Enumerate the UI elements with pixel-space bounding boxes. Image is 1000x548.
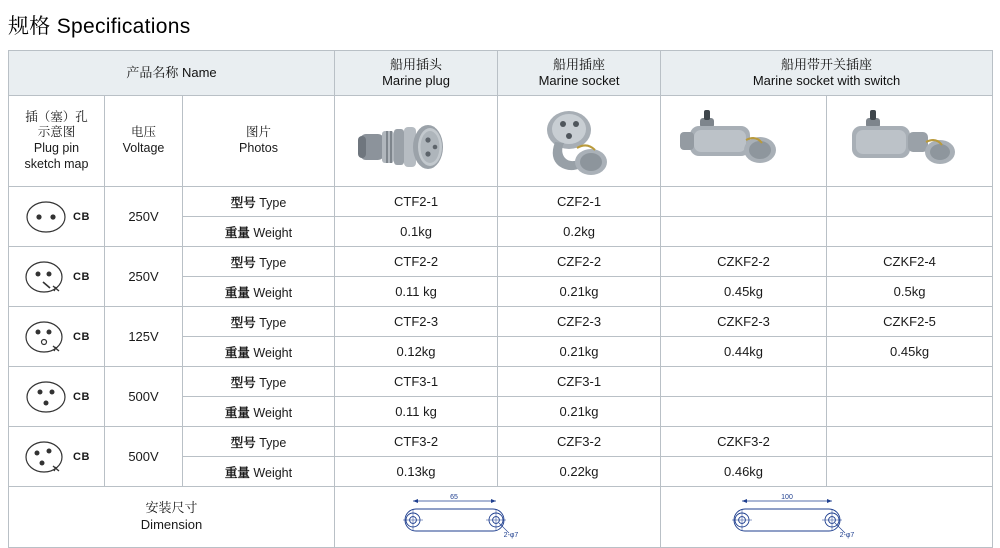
cb-label: CB bbox=[73, 390, 90, 403]
subheader-pin-en2: sketch map bbox=[24, 156, 89, 171]
type-row-0-col-1: CZF2-1 bbox=[498, 187, 661, 217]
subheader-photos bbox=[183, 96, 335, 187]
plug-pin-icon-2-earth-b bbox=[23, 317, 69, 357]
pin-sketch-row-0 bbox=[9, 187, 105, 247]
header-group-en: Marine plug bbox=[382, 73, 450, 88]
plug-pin-icon-2-round bbox=[23, 197, 69, 237]
type-row-4-col-0: CTF3-2 bbox=[335, 427, 498, 457]
weight-row-4-col-0: 0.13kg bbox=[335, 457, 498, 487]
cb-label: CB bbox=[73, 210, 90, 223]
photo-marine-socket bbox=[498, 96, 661, 187]
voltage-row-1: 250V bbox=[105, 247, 183, 307]
weight-row-1-col-0: 0.11 kg bbox=[335, 277, 498, 307]
marine-plug-image bbox=[338, 98, 501, 184]
photo-marine-socket-switch-2 bbox=[827, 96, 993, 187]
subheader-pin-en1: Plug pin bbox=[33, 141, 80, 155]
weight-row-2-col-0: 0.12kg bbox=[335, 337, 498, 367]
type-row-2-col-2: CZKF2-3 bbox=[661, 307, 827, 337]
subheader-pin-cn1: 插（塞）孔 bbox=[25, 109, 88, 124]
svg-text:2-φ7: 2-φ7 bbox=[503, 532, 519, 539]
marine-socket-switch-image-2 bbox=[830, 98, 996, 184]
marine-socket-switch-image-1 bbox=[664, 98, 830, 184]
label-type-en: Type bbox=[259, 375, 287, 390]
label-type-cn: 型号 bbox=[230, 255, 256, 270]
subheader-plug-pin bbox=[9, 96, 105, 187]
label-weight-en: Weight bbox=[253, 405, 293, 420]
type-row-1-col-1: CZF2-2 bbox=[498, 247, 661, 277]
svg-text:100: 100 bbox=[781, 494, 793, 501]
dimension-row bbox=[9, 487, 993, 548]
cb-label: CB bbox=[73, 330, 90, 343]
voltage-row-2: 125V bbox=[105, 307, 183, 367]
label-weight-en: Weight bbox=[253, 345, 293, 360]
weight-row-1-col-1: 0.21kg bbox=[498, 277, 661, 307]
type-row-4-col-3 bbox=[827, 427, 993, 457]
page-title: 规格 Specifications bbox=[8, 15, 191, 38]
pin-sketch-row-1 bbox=[9, 247, 105, 307]
dimension-drawing-1 bbox=[335, 487, 661, 548]
subheader-voltage-en: Voltage bbox=[122, 141, 165, 155]
table-row bbox=[9, 367, 993, 397]
dimension-label-en: Dimension bbox=[140, 517, 203, 532]
plug-pin-icon-2-earth-a bbox=[23, 257, 69, 297]
label-type-en: Type bbox=[259, 435, 287, 450]
header-name-label: 产品名称 Name bbox=[126, 64, 217, 80]
table-row bbox=[9, 247, 993, 277]
label-weight-row-4 bbox=[183, 457, 335, 487]
plug-pin-icon-3-earth bbox=[23, 437, 69, 477]
cb-label: CB bbox=[73, 450, 90, 463]
weight-row-0-col-0: 0.1kg bbox=[335, 217, 498, 247]
pin-sketch-row-4 bbox=[9, 427, 105, 487]
weight-row-2-col-1: 0.21kg bbox=[498, 337, 661, 367]
label-type-row-2 bbox=[183, 307, 335, 337]
table-header-row bbox=[9, 51, 993, 96]
label-weight-row-1 bbox=[183, 277, 335, 307]
label-type-en: Type bbox=[259, 315, 287, 330]
weight-row-3-col-0: 0.11 kg bbox=[335, 397, 498, 427]
weight-row-0-col-1: 0.2kg bbox=[498, 217, 661, 247]
type-row-1-col-0: CTF2-2 bbox=[335, 247, 498, 277]
svg-text:2-φ7: 2-φ7 bbox=[839, 532, 855, 539]
weight-row-4-col-1: 0.22kg bbox=[498, 457, 661, 487]
weight-row-2-col-3: 0.45kg bbox=[827, 337, 993, 367]
label-type-row-1 bbox=[183, 247, 335, 277]
label-weight-cn: 重量 bbox=[224, 405, 250, 420]
dimension-drawing-2 bbox=[661, 487, 993, 548]
label-weight-cn: 重量 bbox=[224, 345, 250, 360]
table-row bbox=[9, 427, 993, 457]
dimension-drawing-icon-2 bbox=[664, 489, 996, 545]
plug-pin-icon-3-round bbox=[23, 377, 69, 417]
header-group-cn: 船用插座 bbox=[553, 56, 606, 72]
type-row-1-col-2: CZKF2-2 bbox=[661, 247, 827, 277]
weight-row-2-col-2: 0.44kg bbox=[661, 337, 827, 367]
dimension-label bbox=[9, 487, 335, 548]
dimension-label-cn: 安装尺寸 bbox=[145, 500, 198, 516]
table-row bbox=[9, 307, 993, 337]
photo-marine-plug bbox=[335, 96, 498, 187]
subheader-voltage bbox=[105, 96, 183, 187]
header-name-col bbox=[9, 51, 335, 96]
subheader-photos-cn: 图片 bbox=[246, 125, 272, 140]
header-group-cn: 船用插头 bbox=[390, 56, 443, 72]
type-row-0-col-2 bbox=[661, 187, 827, 217]
pin-sketch-row-2 bbox=[9, 307, 105, 367]
type-row-4-col-2: CZKF3-2 bbox=[661, 427, 827, 457]
weight-row-3-col-2 bbox=[661, 397, 827, 427]
dimension-drawing-icon-1 bbox=[338, 489, 664, 545]
weight-row-0-col-3 bbox=[827, 217, 993, 247]
label-weight-row-3 bbox=[183, 397, 335, 427]
label-weight-en: Weight bbox=[253, 465, 293, 480]
label-weight-row-2 bbox=[183, 337, 335, 367]
label-weight-cn: 重量 bbox=[224, 285, 250, 300]
header-group-en: Marine socket with switch bbox=[752, 73, 901, 88]
weight-row-3-col-1: 0.21kg bbox=[498, 397, 661, 427]
voltage-row-0: 250V bbox=[105, 187, 183, 247]
label-type-en: Type bbox=[259, 255, 287, 270]
type-row-1-col-3: CZKF2-4 bbox=[827, 247, 993, 277]
weight-row-3-col-3 bbox=[827, 397, 993, 427]
type-row-0-col-0: CTF2-1 bbox=[335, 187, 498, 217]
subheader-voltage-cn: 电压 bbox=[130, 125, 156, 140]
header-group-marine-socket-switch bbox=[661, 51, 993, 96]
header-group-cn: 船用带开关插座 bbox=[781, 56, 873, 72]
label-type-row-0 bbox=[183, 187, 335, 217]
table-subheader-row bbox=[9, 96, 993, 187]
type-row-2-col-1: CZF2-3 bbox=[498, 307, 661, 337]
marine-socket-image bbox=[501, 98, 664, 184]
label-type-en: Type bbox=[259, 195, 287, 210]
voltage-row-4: 500V bbox=[105, 427, 183, 487]
type-row-2-col-0: CTF2-3 bbox=[335, 307, 498, 337]
pin-sketch-row-3 bbox=[9, 367, 105, 427]
label-type-cn: 型号 bbox=[230, 195, 256, 210]
type-row-3-col-3 bbox=[827, 367, 993, 397]
svg-text:65: 65 bbox=[450, 494, 458, 501]
photo-marine-socket-switch-1 bbox=[661, 96, 827, 187]
header-group-marine-plug bbox=[335, 51, 498, 96]
label-type-cn: 型号 bbox=[230, 375, 256, 390]
label-weight-cn: 重量 bbox=[224, 465, 250, 480]
type-row-3-col-1: CZF3-1 bbox=[498, 367, 661, 397]
label-type-cn: 型号 bbox=[230, 315, 256, 330]
header-group-en: Marine socket bbox=[538, 73, 620, 88]
weight-row-1-col-2: 0.45kg bbox=[661, 277, 827, 307]
cb-label: CB bbox=[73, 270, 90, 283]
subheader-photos-en: Photos bbox=[239, 141, 278, 155]
table-row bbox=[9, 187, 993, 217]
label-type-row-4 bbox=[183, 427, 335, 457]
type-row-0-col-3 bbox=[827, 187, 993, 217]
type-row-3-col-0: CTF3-1 bbox=[335, 367, 498, 397]
specifications-table bbox=[8, 50, 993, 548]
subheader-pin-cn2: 示意图 bbox=[37, 125, 76, 140]
label-weight-en: Weight bbox=[253, 285, 293, 300]
type-row-3-col-2 bbox=[661, 367, 827, 397]
type-row-2-col-3: CZKF2-5 bbox=[827, 307, 993, 337]
label-weight-cn: 重量 bbox=[224, 225, 250, 240]
label-weight-en: Weight bbox=[253, 225, 293, 240]
label-type-row-3 bbox=[183, 367, 335, 397]
weight-row-4-col-3 bbox=[827, 457, 993, 487]
header-group-marine-socket bbox=[498, 51, 661, 96]
voltage-row-3: 500V bbox=[105, 367, 183, 427]
label-weight-row-0 bbox=[183, 217, 335, 247]
weight-row-0-col-2 bbox=[661, 217, 827, 247]
type-row-4-col-1: CZF3-2 bbox=[498, 427, 661, 457]
weight-row-1-col-3: 0.5kg bbox=[827, 277, 993, 307]
weight-row-4-col-2: 0.46kg bbox=[661, 457, 827, 487]
label-type-cn: 型号 bbox=[230, 435, 256, 450]
